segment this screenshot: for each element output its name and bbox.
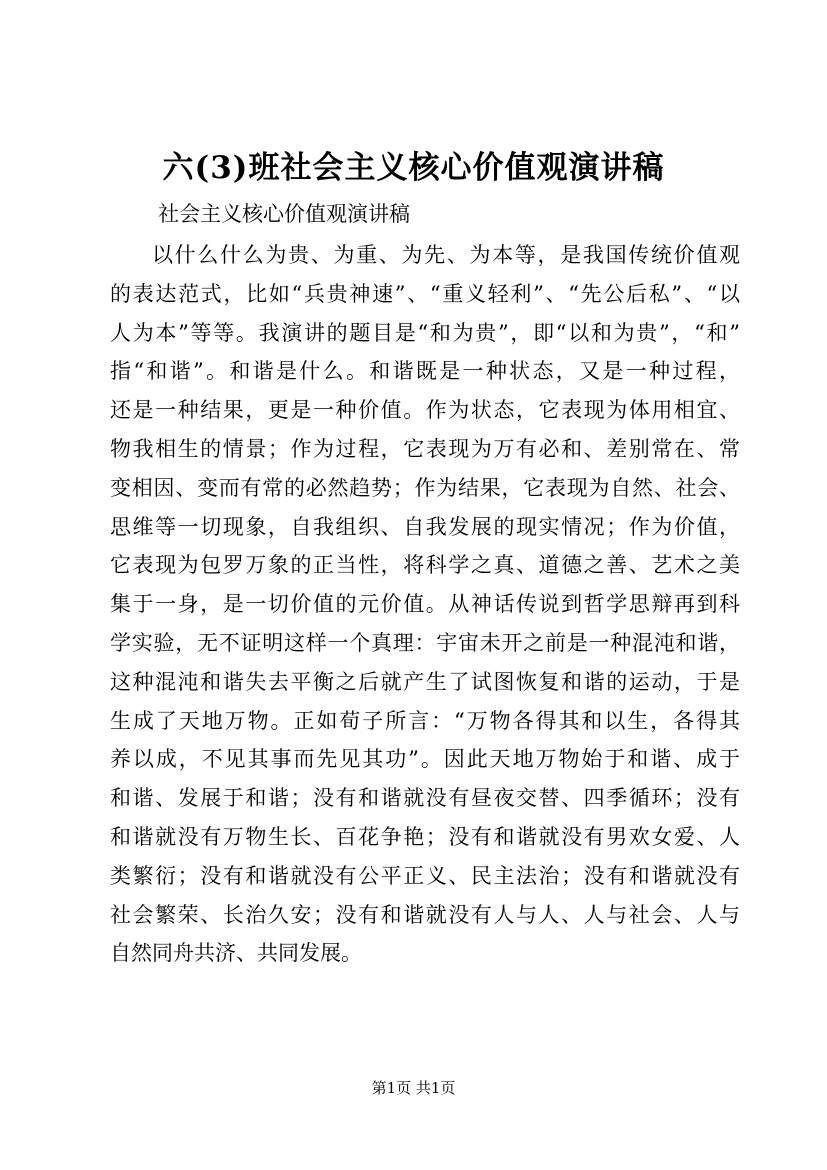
paragraph-line: 人为本”等等。我演讲的题目是“和为贵”，即“以和为贵”，“和”	[110, 320, 740, 345]
paragraph-line: 还是一种结果，更是一种价值。作为状态，它表现为体用相宜、	[110, 398, 740, 423]
paragraph-line: 它表现为包罗万象的正当性，将科学之真、道德之善、艺术之美	[110, 553, 740, 578]
paragraph-line: 社会繁荣、长治久安；没有和谐就没有人与人、人与社会、人与	[110, 902, 740, 927]
paragraph-line: 类繁衍；没有和谐就没有公平正义、民主法治；没有和谐就没有	[110, 863, 740, 888]
paragraph-line: 和谐、发展于和谐；没有和谐就没有昼夜交替、四季循环；没有	[110, 786, 740, 811]
document-title: 六(3)班社会主义核心价值观演讲稿	[162, 150, 665, 186]
paragraph-line: 学实验，无不证明这样一个真理：宇宙未开之前是一种混沌和谐，	[110, 630, 740, 655]
paragraph-line: 生成了天地万物。正如荀子所言：“万物各得其和以生，各得其	[110, 708, 740, 733]
document-subtitle: 社会主义核心价值观演讲稿	[158, 202, 410, 226]
paragraph-line: 的表达范式，比如“兵贵神速”、“重义轻利”、“先公后私”、“以	[110, 281, 740, 306]
paragraph-line: 指“和谐”。和谐是什么。和谐既是一种状态，又是一种过程，	[110, 359, 740, 384]
paragraph-line: 以什么什么为贵、为重、为先、为本等，是我国传统价值观	[152, 243, 740, 267]
paragraph-line: 集于一身，是一切价值的元价值。从神话传说到哲学思辩再到科	[110, 592, 740, 617]
paragraph-line: 物我相生的情景；作为过程，它表现为万有必和、差别常在、常	[110, 436, 740, 461]
paragraph-line: 和谐就没有万物生长、百花争艳；没有和谐就没有男欢女爱、人	[110, 824, 740, 849]
page-footer: 第1页 共1页	[371, 1079, 456, 1097]
paragraph-line: 养以成，不见其事而先见其功”。因此天地万物始于和谐、成于	[110, 747, 740, 772]
paragraph-line: 变相因、变而有常的必然趋势；作为结果，它表现为自然、社会、	[110, 475, 740, 500]
paragraph-line: 这种混沌和谐失去平衡之后就产生了试图恢复和谐的运动，于是	[110, 669, 740, 694]
paragraph-line: 思维等一切现象，自我组织、自我发展的现实情况；作为价值，	[110, 514, 740, 539]
paragraph-line: 自然同舟共济、共同发展。	[110, 941, 362, 966]
body-text	[110, 236, 740, 973]
